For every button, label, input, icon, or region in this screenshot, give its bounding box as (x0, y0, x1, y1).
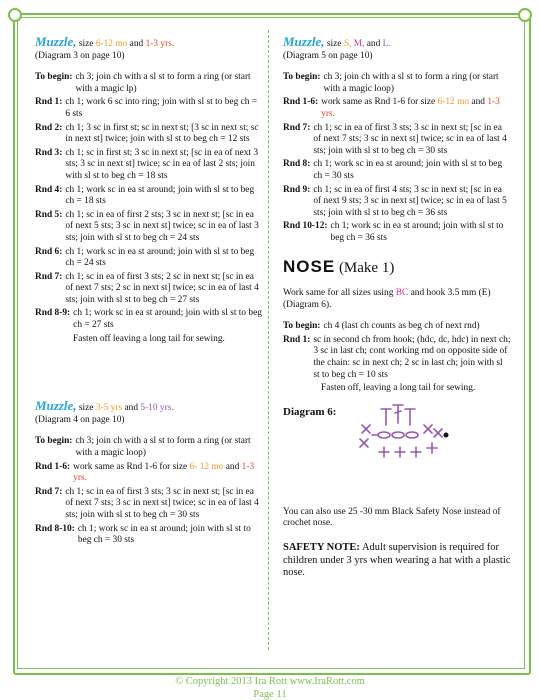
begin-row: To begin: ch 3; join ch with a sl st to form a ring (or start with a magic loop) (283, 72, 499, 94)
fasten-off-text: Fasten off leaving a long tail for sewing. (73, 333, 225, 344)
round-text: ch 1; sc in ea of first 4 sts; 3 sc in next st; [sc in ea of next 9 sts; 3 sc in next st] twice; sc in ea of last 5 sts; join with sl st to beg ch = 36 sts (313, 184, 507, 218)
round-label: Rnd 5: (35, 209, 63, 220)
round-label: Rnd 10-12: (283, 221, 328, 232)
round-label: Rnd 6: (35, 246, 63, 257)
diagram-6: Diagram 6: (283, 403, 511, 473)
begin-row: To begin: ch 3; join ch with a sl st to form a ring (or start with a magic loop) (35, 436, 251, 459)
round-row (35, 185, 263, 208)
round-text: ch 1; work sc in ea st around; join with sl st to beg ch = 36 sts (330, 221, 504, 243)
left-column (35, 36, 263, 549)
round-label: Rnd 3: (35, 147, 63, 158)
round-row (35, 210, 263, 245)
round-label: Rnd 7: (35, 271, 63, 282)
section-heading: Muzzle, size S, M, and L. (283, 34, 391, 49)
section-title: Muzzle, (35, 398, 77, 414)
round-row (35, 272, 263, 307)
round-row: Rnd 1-6: work same as Rnd 1-6 for size 6-12 mo and 1-3 yrs. (283, 97, 500, 119)
round-label: Rnd 8: (283, 159, 311, 170)
round-text: ch 1; work sc in ea st around; join with sl st to beg ch = 27 sts (73, 308, 262, 331)
crochet-diagram-icon (348, 403, 458, 473)
round-text: ch 1; work 6 sc into ring; join with sl st to beg ch = 6 sts (65, 97, 258, 119)
round-label: Rnd 1: (35, 97, 63, 108)
round-row: Rnd 1-6: work same as Rnd 1-6 for size 6- 12 mo and 1-3 yrs. (35, 461, 255, 484)
round-row (35, 524, 263, 547)
section-heading: Muzzle, size 6-12 mo and 1-3 yrs. (35, 34, 175, 49)
round-row (35, 97, 263, 120)
round-label: Rnd 4: (35, 184, 63, 195)
round-label: Rnd 7: (283, 122, 311, 133)
begin-row: To begin: ch 4 (last ch counts as beg ch of next rnd) (283, 321, 480, 332)
section-title: Muzzle, (35, 34, 77, 49)
nose-intro: Work same for all sizes using BC and hook 3.5 mm (E) (Diagram 6). (283, 288, 491, 310)
round-text: ch 1; sc in first st; 3 sc in next st; [sc in ea of next 3 sts; 3 sc in next st] twice; sc in ea of last 2 sts; join with sl st to beg ch = 18 sts (65, 147, 259, 181)
round-text: ch 1; work sc in ea st around; join with sl st to beg ch = 18 sts (65, 184, 255, 207)
round-label: Rnd 9: (283, 184, 311, 195)
footer-copyright: © Copyright 2013 Ira Rott www.IraRott.com (175, 676, 365, 687)
footer-page-number: Page 11 (253, 689, 287, 700)
begin-row: To begin: ch 3; join ch with a sl st to form a ring (or start with a magic lp) (35, 72, 251, 94)
round-text: ch 1; 3 sc in first st; sc in next st; [3 sc in next st; sc in next st] twice; join with sl st to beg ch = 12 sts (65, 122, 259, 145)
round-text: ch 1; work sc in ea st around; join with sl st to beg ch = 24 sts (65, 246, 255, 269)
round-label: Rnd 2: (35, 122, 63, 133)
round-text: ch 1; work sc in ea st around; join with sl st to beg ch = 30 sts (313, 159, 503, 181)
round-text: ch 1; sc in ea of first 3 sts; 2 sc in next st; [sc in ea of next 7 sts; 2 sc in next st] twice; sc in ea of last 4 sts; join with sl st to beg ch = 27 sts (65, 271, 259, 305)
section-title: Muzzle, (283, 34, 325, 49)
diagram-ref: (Diagram 3 on page 10) (35, 50, 125, 61)
round-text: ch 1; sc in ea of first 3 sts; 3 sc in next st; [sc in ea of next 7 sts; 3 sc in next st] twice; sc in ea of last 4 sts; join with sl st to beg ch = 30 sts (313, 122, 507, 156)
round-row (283, 185, 511, 220)
diagram-ref: (Diagram 4 on page 10) (35, 414, 125, 425)
round-row (283, 159, 511, 182)
round-label: Rnd 8-10: (35, 523, 75, 534)
corner-ornament (518, 8, 532, 22)
round-row (35, 148, 263, 183)
round-row: Rnd 1: sc in second ch from hook; (hdc, dc, hdc) in next ch; 3 sc in last ch; cont working rnd on opposite side of the chain: sc in next ch; 2 sc in last ch; join with sl st to beg ch = 10 sts (283, 334, 511, 380)
safety-note: SAFETY NOTE: Adult supervision is required for children under 3 yrs when wearing a hat with a plastic nose. (283, 542, 511, 579)
right-column (283, 36, 511, 580)
round-row (35, 308, 263, 331)
nose-heading: NOSE (Make 1) (283, 256, 395, 276)
round-text: ch 1; sc in ea of first 2 sts; 3 sc in next st; [sc in ea of next 5 sts; 3 sc in next st] twice; sc in ea of last 3 sts; join with sl st to beg ch = 24 sts (65, 209, 259, 243)
corner-ornament (8, 8, 22, 22)
round-text: ch 1; work sc in ea st around; join with sl st to beg ch = 30 sts (77, 523, 251, 546)
section-heading: Muzzle, size 3-5 yrs and 5-10 yrs. (35, 398, 174, 414)
round-label: Rnd 7: (35, 486, 63, 497)
round-label: Rnd 8-9: (35, 308, 71, 319)
round-row (35, 487, 263, 522)
round-text: ch 1; sc in ea of first 3 sts; 3 sc in next st; [sc in ea of next 7 sts; 3 sc in next st] twice; sc in ea of last 4 sts; join with sl st to beg ch = 30 sts (65, 486, 259, 520)
diagram-ref: (Diagram 5 on page 10) (283, 50, 373, 61)
column-divider (268, 30, 270, 650)
round-row (283, 221, 511, 244)
round-row (35, 247, 263, 270)
round-row (283, 123, 511, 158)
fasten-off-text: Fasten off, leaving a long tail for sewing. (321, 383, 476, 394)
round-row (35, 123, 263, 146)
alternative-note: You can also use 25 -30 mm Black Safety Nose instead of crochet nose. (283, 506, 501, 529)
